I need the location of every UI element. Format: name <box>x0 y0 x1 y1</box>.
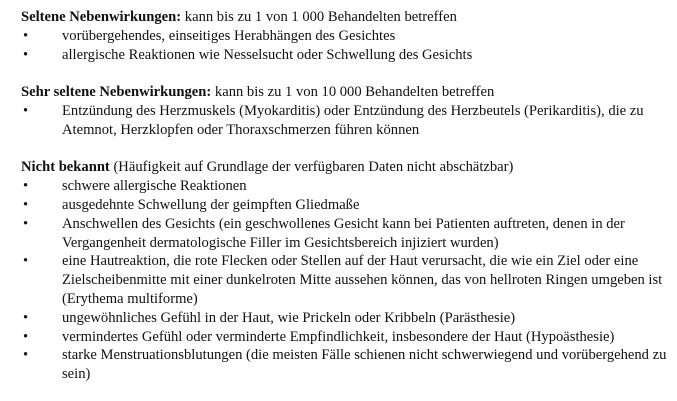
list-item-text: vermindertes Gefühl oder verminderte Empfindlichkeit, insbesondere der Haut (Hypoästhesie) <box>62 328 615 345</box>
bullet-icon: • <box>23 347 29 364</box>
bullet-icon: • <box>23 196 29 213</box>
side-effect-list <box>21 27 671 65</box>
bullet-icon: • <box>23 102 29 119</box>
bullet-icon: • <box>23 178 29 195</box>
section-heading <box>21 8 671 27</box>
bullet-icon: • <box>23 253 29 270</box>
list-item-text: Anschwellen des Gesichts (ein geschwollenes Gesicht kann bei Patienten auftreten, denen in der Vergangenheit dermatologische Filler im Gesichtsbereich injiziert wurden) <box>62 215 625 251</box>
side-effect-list <box>21 102 671 140</box>
section-title: Nicht bekannt <box>21 159 110 176</box>
list-item-text: allergische Reaktionen wie Nesselsucht oder Schwellung des Gesichts <box>62 46 473 63</box>
list-item-text: vorübergehendes, einseitiges Herabhängen des Gesichtes <box>62 27 396 44</box>
section-frequency-unknown <box>21 158 671 384</box>
section-subtitle: kann bis zu 1 von 10 000 Behandelten betreffen <box>211 84 495 101</box>
list-item-text: ausgedehnte Schwellung der geimpften Gliedmaße <box>62 196 360 213</box>
bullet-icon: • <box>23 215 29 232</box>
section-rare-side-effects <box>21 8 671 64</box>
section-title: Seltene Nebenwirkungen: <box>21 9 182 25</box>
list-item <box>21 27 671 46</box>
list-item <box>21 215 671 253</box>
list-item <box>21 177 671 196</box>
list-item-text: ungewöhnliches Gefühl in der Haut, wie Prickeln oder Kribbeln (Parästhesie) <box>62 309 516 326</box>
section-subtitle: (Häufigkeit auf Grundlage der verfügbaren Daten nicht abschätzbar) <box>109 159 514 176</box>
list-item-text: eine Hautreaktion, die rote Flecken oder Stellen auf der Haut verursacht, die wie ein Ziel oder eine Zielscheibenmitte mit einer dunkelroten Mitte aussehen können, das von hellroten Ringen umgeben ist (Erythema multiforme) <box>62 253 663 307</box>
bullet-icon: • <box>23 46 29 63</box>
list-item <box>21 196 671 215</box>
document-body <box>21 8 671 384</box>
list-item-text: starke Menstruationsblutungen (die meisten Fälle schienen nicht schwerwiegend und vorübergehend zu sein) <box>62 347 667 383</box>
list-item <box>21 46 671 65</box>
side-effect-list <box>21 177 671 384</box>
list-item <box>21 328 671 347</box>
section-heading <box>21 83 671 102</box>
section-title: Sehr seltene Nebenwirkungen: <box>21 84 212 101</box>
section-very-rare-side-effects <box>21 83 671 139</box>
section-heading <box>21 158 671 177</box>
list-item <box>21 309 671 328</box>
bullet-icon: • <box>23 309 29 326</box>
list-item-text: Entzündung des Herzmuskels (Myokarditis) oder Entzündung des Herzbeutels (Perikarditis), die zu Atemnot, Herzklopfen oder Thoraxschmerzen führen können <box>62 102 644 138</box>
bullet-icon: • <box>23 328 29 345</box>
list-item-text: schwere allergische Reaktionen <box>62 178 247 195</box>
list-item <box>21 252 671 308</box>
bullet-icon: • <box>23 27 29 44</box>
section-subtitle: kann bis zu 1 von 1 000 Behandelten betreffen <box>181 9 457 25</box>
list-item <box>21 346 671 384</box>
list-item <box>21 102 671 140</box>
